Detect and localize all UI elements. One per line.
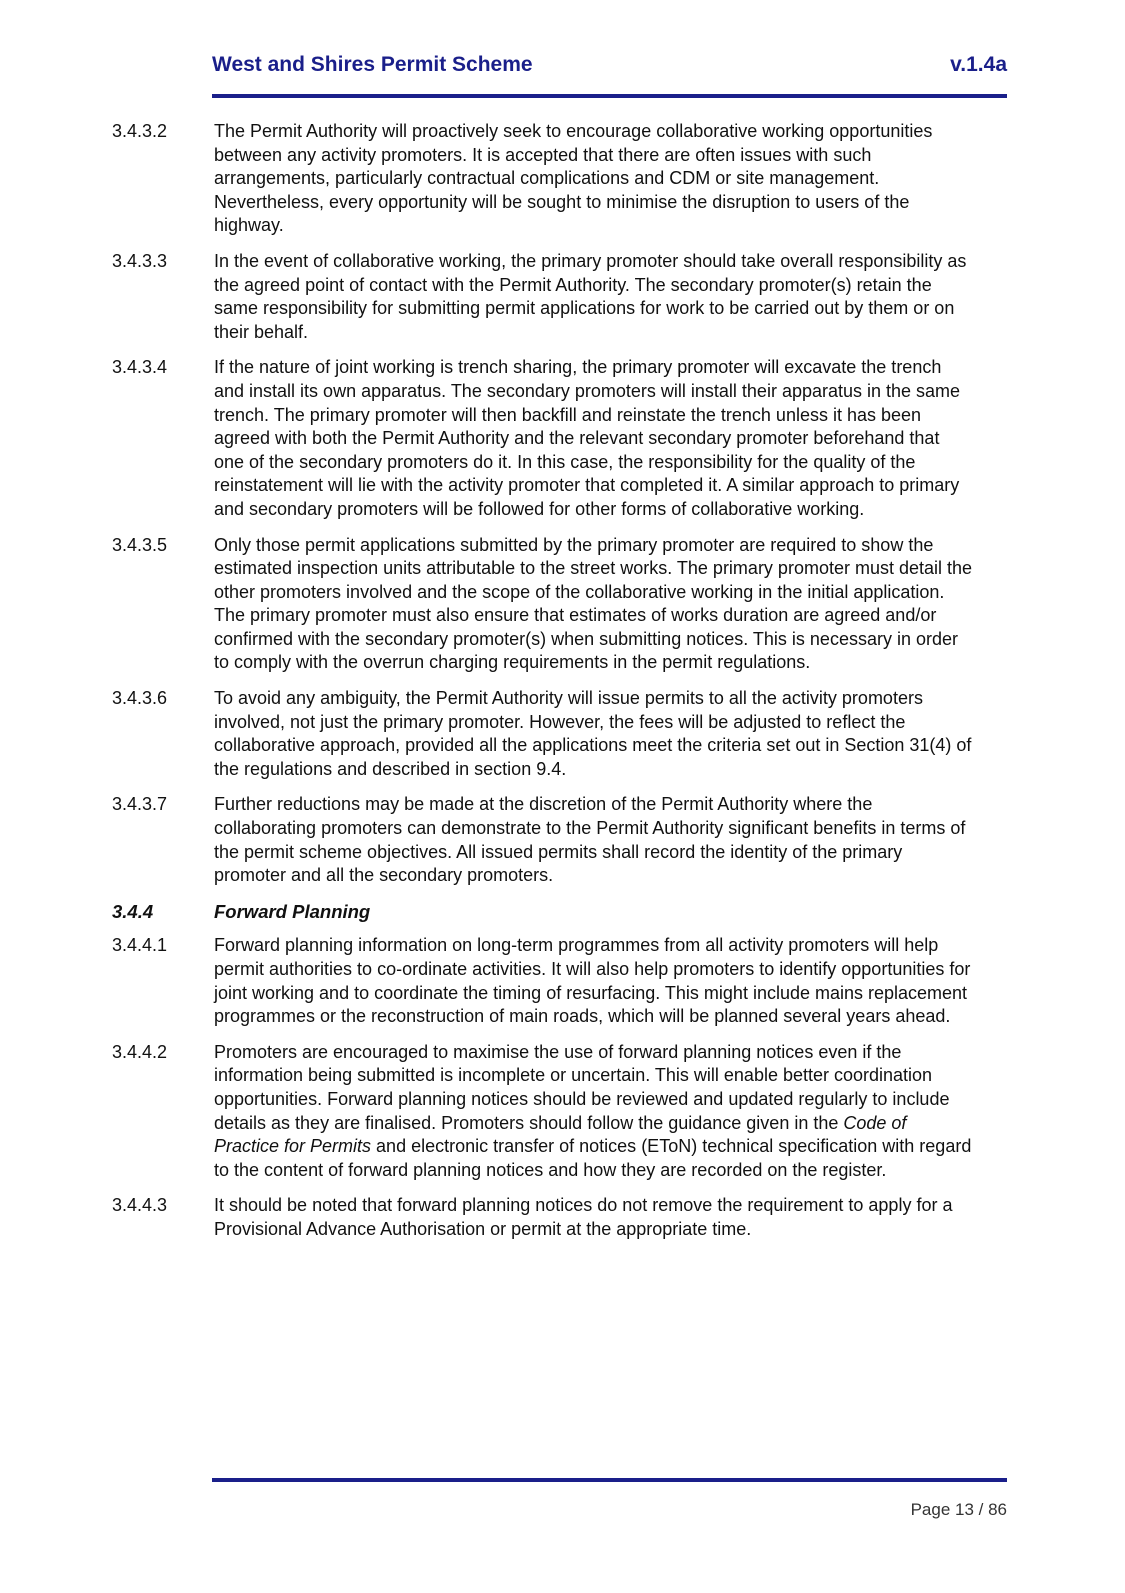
paragraph — [112, 934, 1002, 1028]
paragraph-text: If the nature of joint working is trench sharing, the primary promoter will excavate the trench and install its own apparatus. The secondary promoters will install their apparatus in the same trench. The primary promoter will then backfill and reinstate the trench unless it has been agreed with both the Permit Authority and the relevant secondary promoter beforehand that one of the secondary promoters do it. In this case, the responsibility for the quality of the reinstatement will lie with the activity promoter that completed it. A similar approach to primary and secondary promoters will be followed for other forms of collaborative working. — [214, 357, 961, 519]
paragraph-number: 3.4.3.5 — [112, 534, 168, 555]
paragraph — [112, 356, 1002, 521]
paragraph-text: To avoid any ambiguity, the Permit Authority will issue permits to all the activity promoters involved, not just the primary promoter. However, the fees will be adjusted to reflect the collaborative approach, provided all the applications meet the criteria set out in Section 31(4) of the regulations and described in section 9.4. — [214, 688, 972, 779]
paragraph-number: 3.4.3.4 — [112, 357, 168, 378]
paragraph-number: 3.4.3.2 — [112, 121, 168, 141]
paragraph-text: Forward planning information on long-term programmes from all activity promoters will help permit authorities to co-ordinate activities. It will also help promoters to identify opportunities for joint working and to coordinate the timing of resurfacing. This might include mains replacement programmes or the reconstruction of main roads, which will be planned several years ahead. — [214, 935, 971, 1027]
paragraph — [112, 534, 1002, 676]
paragraph-number: 3.4.4.1 — [112, 935, 168, 956]
page-content — [112, 120, 1002, 1254]
paragraph — [112, 120, 1002, 238]
document-title: West and Shires Permit Scheme — [212, 53, 533, 76]
footer-rule — [212, 1478, 1007, 1482]
paragraph-text-part: and electronic transfer of notices (EToN) technical specification with regard to the content of forward planning notices and how they are recorded on the register. — [214, 1136, 972, 1180]
section-heading — [112, 900, 1002, 924]
paragraph-number: 3.4.4.2 — [112, 1041, 168, 1062]
paragraph-text: The Permit Authority will proactively seek to encourage collaborative working opportunities between any activity promoters. It is accepted that there are often issues with such arrangements, particularly contractual complications and CDM or site management. Nevertheless, every opportunity will be sought to minimise the disruption to users of the highway. — [214, 121, 933, 236]
paragraph — [112, 687, 1002, 781]
paragraph-text: Further reductions may be made at the discretion of the Permit Authority where the collaborating promoters can demonstrate to the Permit Authority significant benefits in terms of the permit scheme objectives. All issued permits shall record the identity of the primary promoter and all the secondary promoters. — [214, 794, 966, 886]
section-title: Forward Planning — [214, 900, 371, 922]
paragraph-number: 3.4.3.7 — [112, 794, 168, 815]
code-of-practice-reference: Code of Practice for Permits — [214, 1112, 907, 1157]
paragraph-text: In the event of collaborative working, the primary promoter should take overall responsibility as the agreed point of contact with the Permit Authority. The secondary promoter(s) retain the same responsibility for submitting permit applications for work to be carried out by them or on their behalf. — [214, 250, 967, 342]
paragraph-text-part: Promoters are encouraged to maximise the use of forward planning notices even if the information being submitted is incomplete or uncertain. This will enable better coordination opportunities. Forward planning notices should be reviewed and updated regularly to include details as they are finalised. Promoters should follow the guidance given in the — [214, 1041, 950, 1133]
paragraph-number: 3.4.3.6 — [112, 688, 168, 709]
page-header — [212, 50, 1007, 98]
paragraph — [112, 1041, 1002, 1183]
section-number: 3.4.4 — [112, 900, 154, 922]
paragraph-text: It should be noted that forward planning notices do not remove the requirement to apply for a Provisional Advance Authorisation or permit at the appropriate time. — [214, 1195, 953, 1239]
paragraph — [112, 250, 1002, 344]
paragraph-number: 3.4.3.3 — [112, 250, 168, 271]
paragraph-text — [214, 1041, 974, 1183]
paragraph-number: 3.4.4.3 — [112, 1195, 168, 1216]
page-number: Page 13 / 86 — [910, 1500, 1007, 1519]
document-version: v.1.4a — [950, 53, 1007, 76]
paragraph — [112, 1194, 1002, 1241]
paragraph-text: Only those permit applications submitted by the primary promoter are required to show the estimated inspection units attributable to the street works. The primary promoter must detail the other promoters involved and the scope of the collaborative working in the initial application. The primary promoter must also ensure that estimates of works duration are agreed and/or confirmed with the secondary promoter(s) when submitting notices. This is necessary in order to comply with the overrun charging requirements in the permit regulations. — [214, 534, 973, 673]
paragraph — [112, 793, 1002, 887]
